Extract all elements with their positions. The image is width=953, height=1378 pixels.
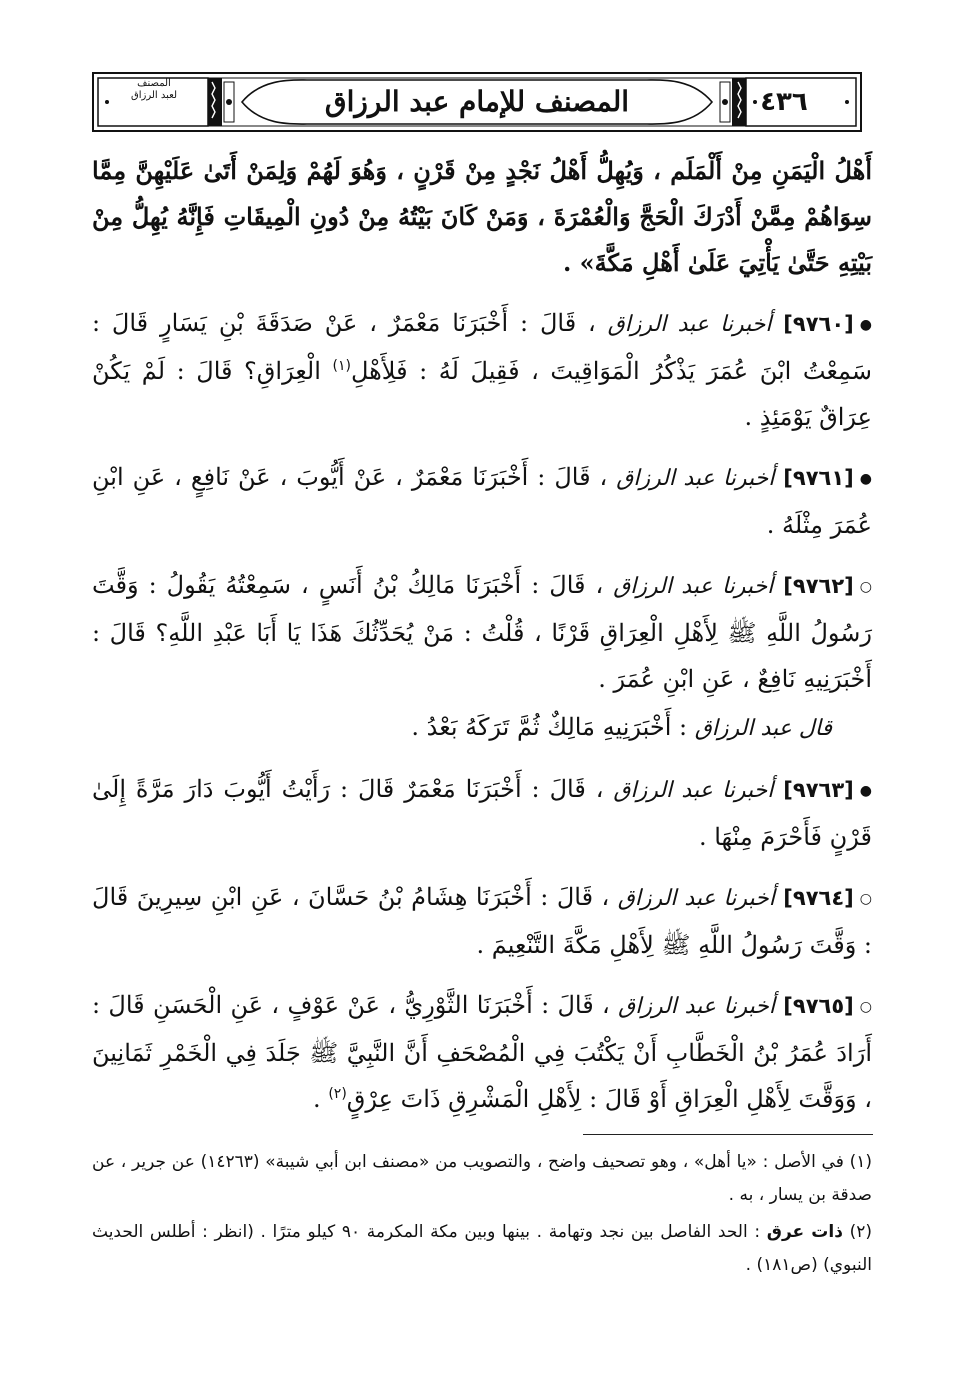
seal-line-2: لعبد الرزاق [130,90,178,101]
hadith-text-cont: الْعِرَاقِ؟ قَالَ : لَمْ يَكُنْ عِرَاقٌ يَوْمَئِذٍ . [92,357,872,431]
hadith-9762 [92,562,872,702]
hadith-text: ، قَالَ : أَخْبَرَنَا مَعْمَرٌ ، عَنْ أَيُّوبَ ، عَنْ نَافِعٍ ، عَنِ ابْنِ عُمَرَ مِثْلَهُ . [92,463,872,539]
hadith-number: [٩٧٦٠] [783,312,854,336]
open-circle-marker: ○ [859,578,872,595]
hadith-text-cont: . [313,1085,321,1113]
hadith-9765 [92,982,872,1122]
hadith-text: ، قَالَ : أَخْبَرَنَا مَعْمَرٌ ، عَنْ صَدَقَةَ بْنِ يَسَارٍ قَالَ : سَمِعْتُ ابْنَ عُمَرَ يَذْكُرُ الْمَوَاقِيتَ ، فَقِيلَ لَهُ : فَلِأَهْلِ [92,309,873,385]
footnote-text: : الحد الفاصل بين نجد وتهامة . بينها وبين مكة المكرمة ٩٠ كيلو مترًا . (انظر : أطلس الحديث النبوي) (ص١٨١) . [92,1222,872,1275]
hadith-text: ، قَالَ : أَخْبَرَنَا مَعْمَرٌ قَالَ : رَأَيْتُ أَيُّوبَ دَارَ مَرَّةً إِلَىٰ قَرْنٍ فَأَحْرَمَ مِنْهَا . [92,775,872,851]
akhbarana-formula: أخبرنا عبد الرزاق [618,994,775,1019]
note-text: : أَخْبَرَنِيهِ مَالِكٌ ثُمَّ تَرَكَهُ بَعْدُ . [411,713,688,741]
hadith-9760 [92,300,872,440]
footnote-ref-1[interactable]: (١) [332,358,351,374]
akhbarana-formula: أخبرنا عبد الرزاق [616,466,775,491]
hadith-text: ، قَالَ : أَخْبَرَنَا الثَّوْرِيُّ ، عَنْ عَوْفٍ ، عَنِ الْحَسَنِ قَالَ : أَرَادَ عُمَرُ بْنُ الْخَطَّابِ أَنْ يَكْتُبَ فِي الْمُصْحَفِ أَنَّ النَّبِيَّ ﷺ جَلَدَ فِي الْخَمْرِ ثَمَانِينَ ، وَوَقَّتَ لِأَهْلِ الْعِرَاقِ أَوْ قَالَ : لِأَهْلِ الْمَشْرِقِ ذَاتَ عِرْقٍ [92,991,872,1113]
footnote-term: ذات عرق [766,1222,843,1242]
footnote-text: في الأصل : «يا أهل» ، وهو تصحيف واضح ، والتصويب من «مصنف ابن أبي شيبة» (١٤٢٦٣) عن جرير ، عن صدقة بن يسار ، به . [92,1152,872,1205]
open-circle-marker: ○ [859,890,872,907]
hadith-number: [٩٧٦٤] [783,886,854,910]
page-number: ٤٣٦ [760,87,808,117]
running-title: المصنف للإمام عبد الرزاق [324,85,630,118]
hadith-9761 [92,454,872,548]
open-circle-marker: ○ [859,998,872,1015]
akhbarana-formula: أخبرنا عبد الرزاق [613,778,774,803]
footnote-label: (١) [849,1152,873,1172]
filled-circle-marker: ● [859,470,872,487]
footnotes [92,1146,872,1286]
main-text [92,148,872,1136]
hadith-9763 [92,766,872,860]
page-header [92,72,862,132]
hadith-number: [٩٧٦١] [783,466,854,490]
hadith-number: [٩٧٦٥] [783,994,854,1018]
header-seal-emblem [106,78,202,126]
qala-abdurrazzaq-note [92,704,872,752]
akhbarana-formula: أخبرنا عبد الرزاق [613,574,774,599]
footnote-separator [583,1134,873,1135]
hadith-text: ، قَالَ : أَخْبَرَنَا مَالِكُ بْنُ أَنَسٍ ، سَمِعْتُهُ يَقُولُ : وَقَّتَ رَسُولُ اللَّهِ ﷺ لِأَهْلِ الْعِرَاقِ قَرْنًا ، قُلْتُ : مَنْ يُحَدِّثُكَ هَذَا يَا أَبَا عَبْدِ اللَّهِ؟ قَالَ : أَخْبَرَنِيهِ نَافِعٌ ، عَنِ ابْنِ عُمَرَ . [92,571,872,693]
footnote-ref-2[interactable]: (٢) [328,1086,347,1102]
footnote-1 [92,1146,872,1212]
footnote-2 [92,1216,872,1282]
hadith-text: ، قَالَ : أَخْبَرَنَا هِشَامُ بْنُ حَسَّانَ ، عَنِ ابْنِ سِيرِينَ قَالَ : وَقَّتَ رَسُولُ اللَّهِ ﷺ لِأَهْلِ مَكَّةَ التَّنْعِيمَ . [92,883,872,959]
hadith-9764 [92,874,872,968]
akhbarana-formula: أخبرنا عبد الرزاق [617,886,775,911]
akhbarana-formula: أخبرنا عبد الرزاق [607,312,772,337]
filled-circle-marker: ● [859,316,872,333]
filled-circle-marker: ● [859,782,872,799]
seal-line-1: المصنف [137,78,171,89]
hadith-number: [٩٧٦٢] [783,574,854,598]
continuation-paragraph: أَهْلُ الْيَمَنِ مِنْ أَلْمَلَم ، وَيُهِلُّ أَهْلُ نَجْدٍ مِنْ قَرْنٍ ، وَهُوَ لَهُمْ وَلِمَنْ أَتَىٰ عَلَيْهِنَّ مِمَّا سِوَاهُمْ مِمَّنْ أَدْرَكَ الْحَجَّ وَالْعُمْرَةَ ، وَمَنْ كَانَ بَيْتُهُ مِنْ دُونِ الْمِيقَاتِ فَإِنَّهُ يُهِلُّ مِنْ بَيْتِهِ حَتَّىٰ يَأْتِيَ عَلَىٰ أَهْلِ مَكَّةَ» . [92,156,872,277]
footnote-label: (٢) [849,1222,873,1242]
qala-formula: قال عبد الرزاق [694,716,832,741]
hadith-number: [٩٧٦٣] [783,778,854,802]
